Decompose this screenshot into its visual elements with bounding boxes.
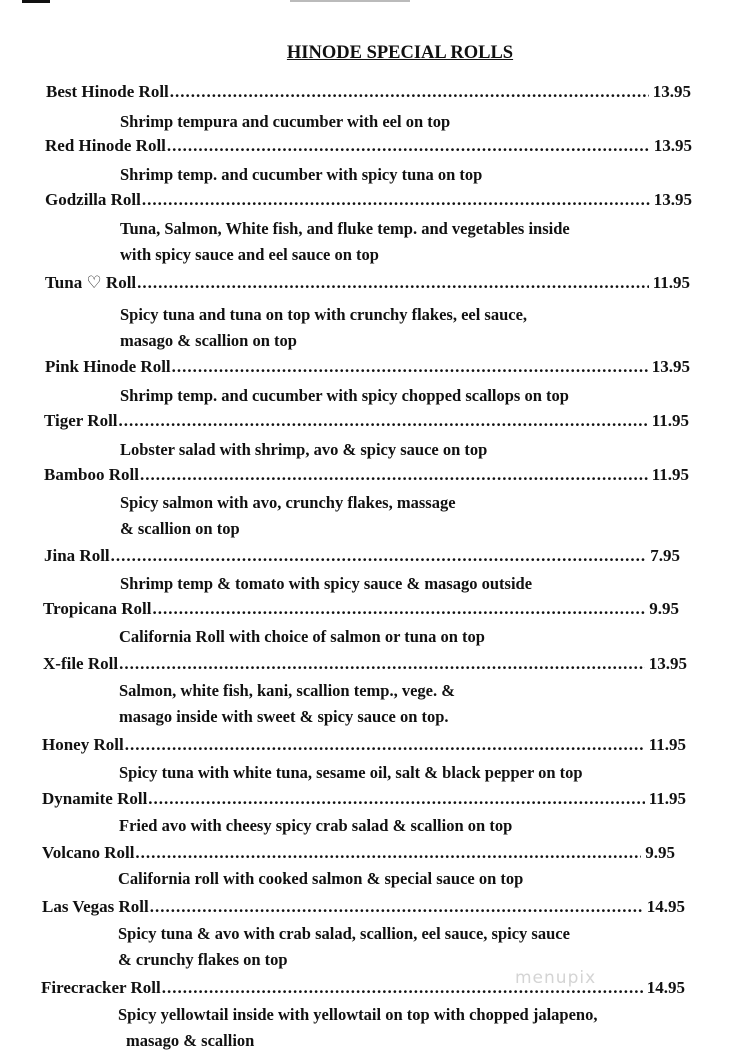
menu-item-row — [43, 654, 687, 674]
description-line: masago & scallion — [126, 1031, 255, 1050]
item-price: 11.95 — [648, 789, 686, 808]
item-price: 11.95 — [648, 735, 686, 754]
item-name: Best Hinode Roll — [46, 82, 169, 101]
description-line: masago inside with sweet & spicy sauce on top. — [119, 707, 449, 726]
item-name: Tiger Roll — [44, 411, 118, 430]
description-line: Spicy tuna and tuna on top with crunchy flakes, eel sauce, — [120, 305, 528, 324]
leader-dots — [170, 82, 649, 102]
description-line: Fried avo with cheesy spicy crab salad & scallion on top — [119, 816, 513, 835]
leader-dots — [172, 357, 648, 377]
item-description — [120, 437, 487, 463]
leader-dots — [119, 654, 645, 674]
leader-dots — [152, 599, 645, 619]
item-price: 13.95 — [652, 82, 691, 101]
item-price: 13.95 — [651, 357, 690, 376]
leader-dots — [167, 136, 650, 156]
leader-dots — [148, 789, 644, 809]
item-name: Honey Roll — [42, 735, 124, 754]
description-line: California Roll with choice of salmon or tuna on top — [119, 627, 485, 646]
item-name: X-file Roll — [43, 654, 119, 673]
description-line: Spicy yellowtail inside with yellowtail on top with chopped jalapeno, — [118, 1005, 598, 1024]
description-line: Spicy salmon with avo, crunchy flakes, massage — [120, 493, 456, 512]
leader-dots — [135, 843, 641, 863]
item-price: 9.95 — [645, 843, 675, 862]
menu-item-row — [45, 136, 692, 156]
item-description — [120, 162, 482, 188]
menu-item-row — [46, 82, 691, 102]
leader-dots — [150, 897, 643, 917]
item-name: Las Vegas Roll — [42, 897, 149, 916]
description-line: Shrimp temp. and cucumber with spicy tuna on top — [120, 165, 483, 184]
item-description — [118, 866, 523, 892]
item-description — [118, 921, 570, 973]
item-description — [120, 302, 527, 354]
item-name: Bamboo Roll — [44, 465, 139, 484]
menu-item-row — [42, 897, 685, 917]
item-name: Jina Roll — [44, 546, 110, 565]
item-description — [119, 678, 455, 730]
item-description — [120, 490, 456, 542]
item-description — [120, 383, 569, 409]
item-description — [120, 571, 532, 597]
item-price: 11.95 — [652, 273, 690, 292]
menu-item-row — [42, 789, 686, 809]
menu-item-row — [42, 843, 675, 863]
watermark-text: menupix — [515, 968, 597, 988]
item-price: 9.95 — [649, 599, 679, 618]
description-line: Shrimp tempura and cucumber with eel on top — [120, 112, 451, 131]
description-line: masago & scallion on top — [120, 331, 297, 350]
item-price: 11.95 — [651, 465, 689, 484]
menu-item-row — [42, 735, 686, 755]
description-line: & scallion on top — [120, 519, 240, 538]
description-line: Shrimp temp. and cucumber with spicy chopped scallops on top — [120, 386, 569, 405]
description-line: Tuna, Salmon, White fish, and fluke temp. and vegetables inside — [120, 219, 570, 238]
description-line: California roll with cooked salmon & special sauce on top — [118, 869, 524, 888]
item-price: 14.95 — [646, 897, 685, 916]
description-line: Shrimp temp & tomato with spicy sauce & masago outside — [120, 574, 533, 593]
description-line: Spicy tuna & avo with crab salad, scallion, eel sauce, spicy sauce — [118, 924, 570, 943]
menu-item-row — [45, 273, 690, 293]
item-description — [120, 216, 570, 268]
item-price: 13.95 — [648, 654, 687, 673]
item-description — [120, 109, 450, 135]
item-description — [119, 624, 485, 650]
description-line: & crunchy flakes on top — [118, 950, 288, 969]
item-name: Pink Hinode Roll — [45, 357, 171, 376]
menu-item-row — [45, 357, 690, 377]
menu-item-row — [44, 546, 680, 566]
menu-title: HINODE SPECIAL ROLLS — [286, 43, 514, 63]
leader-dots — [125, 735, 645, 755]
item-name: Volcano Roll — [42, 843, 135, 862]
item-name: Dynamite Roll — [42, 789, 148, 808]
description-line: with spicy sauce and eel sauce on top — [120, 245, 379, 264]
item-price: 7.95 — [650, 546, 680, 565]
item-name: Tropicana Roll — [43, 599, 152, 618]
leader-dots — [111, 546, 647, 566]
item-description — [119, 760, 583, 786]
description-line: Spicy tuna with white tuna, sesame oil, salt & black pepper on top — [119, 763, 583, 782]
item-price: 14.95 — [646, 978, 685, 997]
menu-item-row — [44, 411, 689, 431]
menu-item-row — [44, 465, 689, 485]
item-description — [119, 813, 512, 839]
description-line: Lobster salad with shrimp, avo & spicy sauce on top — [120, 440, 488, 459]
item-name: Tuna ♡ Roll — [45, 273, 137, 292]
menu-item-row — [43, 599, 679, 619]
menu-item-row — [45, 190, 692, 210]
item-name: Godzilla Roll — [45, 190, 141, 209]
item-price: 13.95 — [653, 190, 692, 209]
item-name: Red Hinode Roll — [45, 136, 166, 155]
item-description — [118, 1002, 597, 1054]
leader-dots — [119, 411, 648, 431]
item-price: 13.95 — [653, 136, 692, 155]
leader-dots — [137, 273, 649, 293]
leader-dots — [142, 190, 650, 210]
leader-dots — [140, 465, 648, 485]
description-line: Salmon, white fish, kani, scallion temp., vege. & — [119, 681, 455, 700]
item-price: 11.95 — [651, 411, 689, 430]
item-name: Firecracker Roll — [41, 978, 161, 997]
